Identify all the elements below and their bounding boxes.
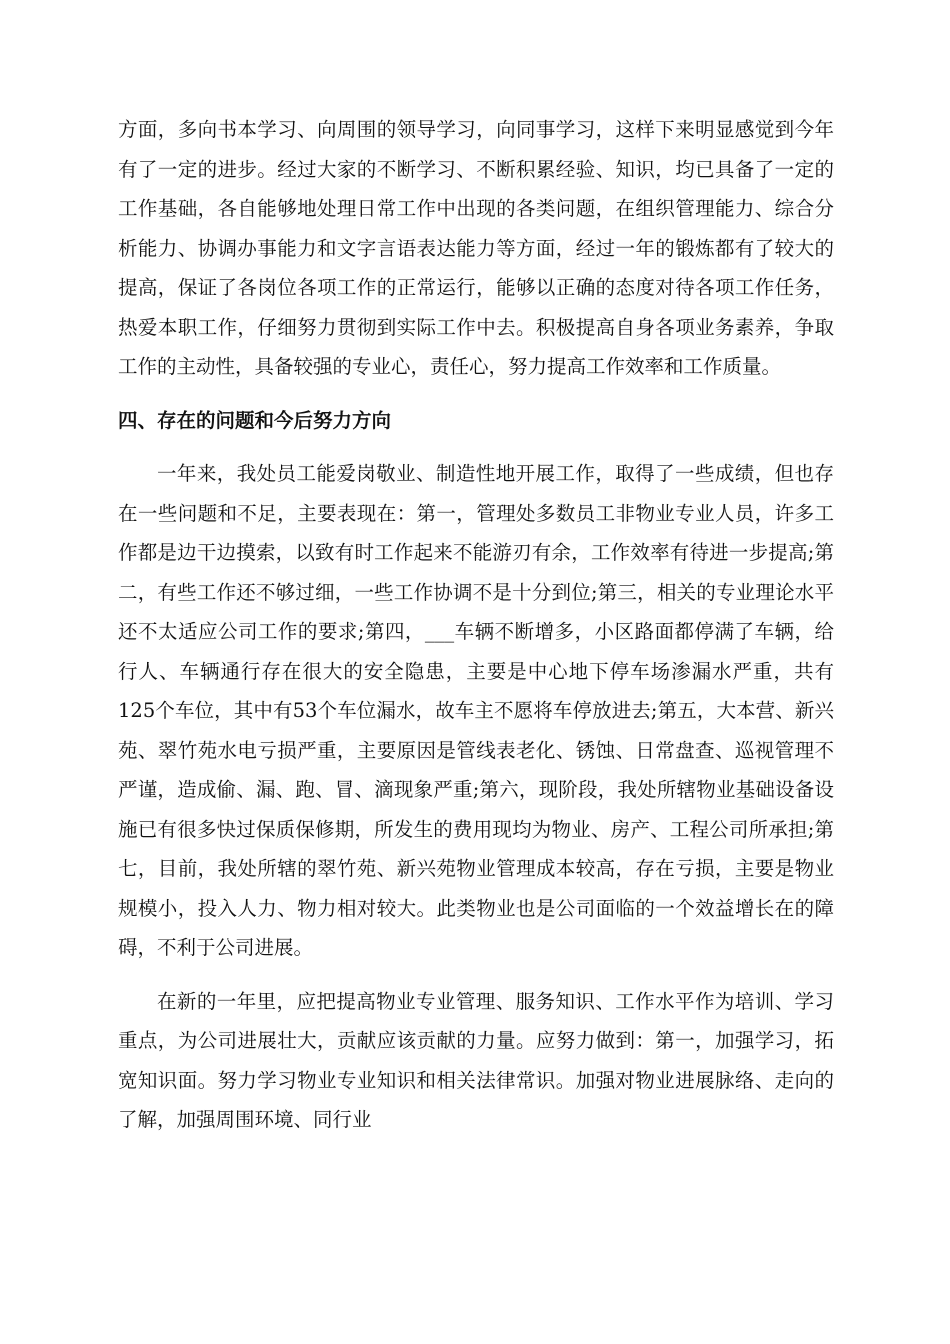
document-body xyxy=(118,110,834,1140)
paragraph-continuation: 方面，多向书本学习、向周围的领导学习，向同事学习，这样下来明显感觉到今年有了一定的进步。经过大家的不断学习、不断积累经验、知识，均已具备了一定的工作基础，各自能够地处理日常工作中出现的各类问题，在组织管理能力、综合分析能力、协调办事能力和文字言语表达能力等方面，经过一年的锻炼都有了较大的提高，保证了各岗位各项工作的正常运行，能够以正确的态度对待各项工作任务，热爱本职工作，仔细努力贯彻到实际工作中去。积极提高自身各项业务素养，争取工作的主动性，具备较强的专业心，责任心，努力提高工作效率和工作质量。 xyxy=(118,118,834,378)
section-heading-4: 四、存在的问题和今后努力方向 xyxy=(118,408,392,432)
paragraph-plans: 在新的一年里，应把提高物业专业管理、服务知识、工作水平作为培训、学习重点，为公司进展壮大，贡献应该贡献的力量。应努力做到：第一，加强学习，拓宽知识面。努力学习物业专业知识和相关法律常识。加强对物业进展脉络、走向的了解，加强周围环境、同行业 xyxy=(118,989,834,1131)
paragraph-problems: 一年来，我处员工能爱岗敬业、制造性地开展工作，取得了一些成绩，但也存在一些问题和不足，主要表现在：第一，管理处多数员工非物业专业人员，许多工作都是边干边摸索，以致有时工作起来不能游刃有余，工作效率有待进一步提高;第二，有些工作还不够过细，一些工作协调不是十分到位;第三，相关的专业理论水平还不太适应公司工作的要求;第四，___车辆不断增多，小区路面都停满了车辆，给行人、车辆通行存在很大的安全隐患，主要是中心地下停车场渗漏水严重，共有125个车位，其中有53个车位漏水，故车主不愿将车停放进去;第五，大本营、新兴苑、翠竹苑水电亏损严重，主要原因是管线表老化、锈蚀、日常盘查、巡视管理不严谨，造成偷、漏、跑、冒、滴现象严重;第六，现阶段，我处所辖物业基础设备设施已有很多快过保质保修期，所发生的费用现均为物业、房产、工程公司所承担;第七，目前，我处所辖的翠竹苑、新兴苑物业管理成本较高，存在亏损，主要是物业规模小，投入人力、物力相对较大。此类物业也是公司面临的一个效益增长在的障碍，不利于公司进展。 xyxy=(118,462,834,959)
paragraph-gap xyxy=(118,968,834,982)
